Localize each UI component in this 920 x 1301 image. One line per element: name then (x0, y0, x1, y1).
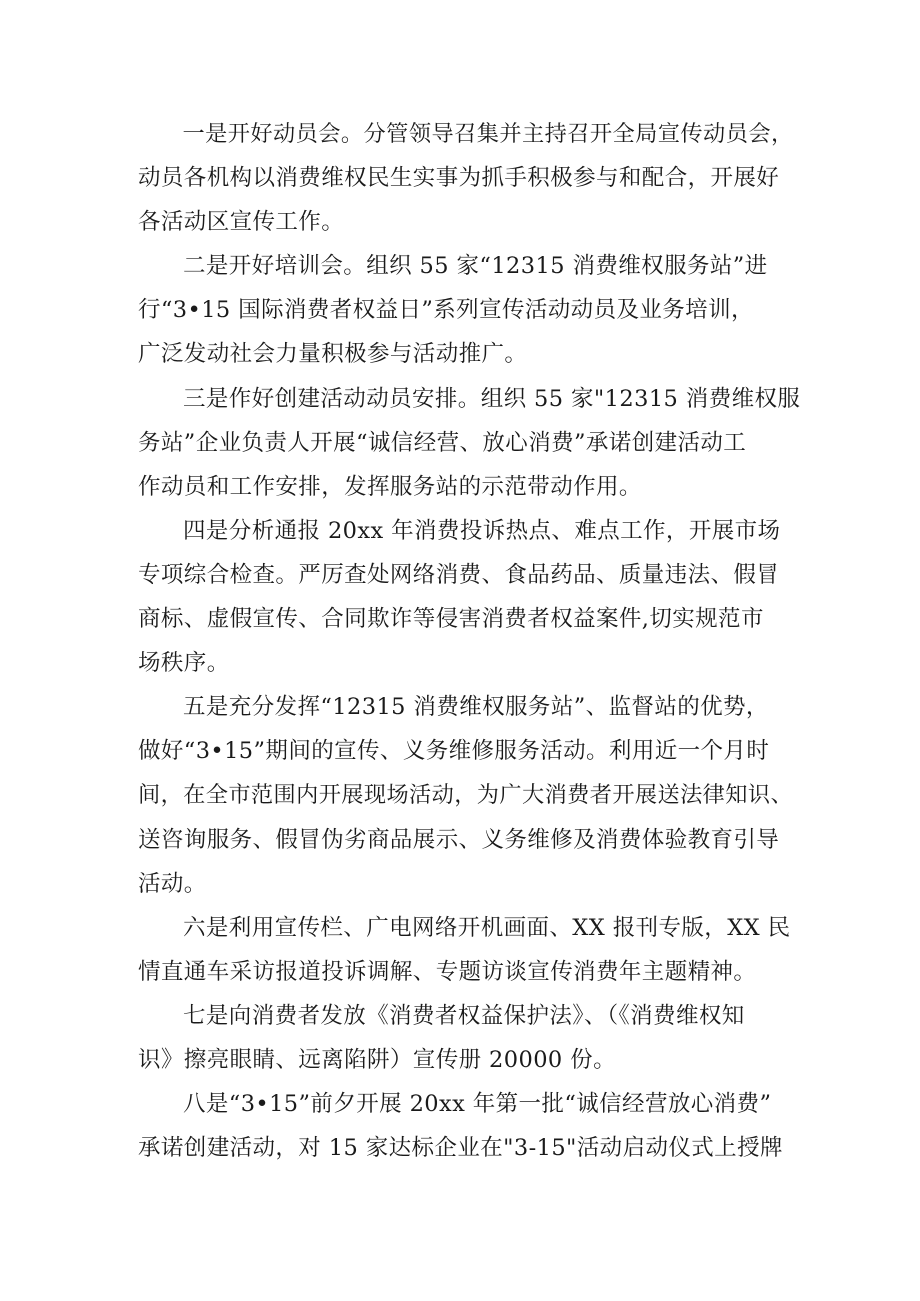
paragraph-2 (138, 244, 800, 376)
paragraph-line: 八是“3•15”前夕开展 20xx 年第一批“诚信经营放心消费” (183, 1091, 772, 1118)
paragraph-line: 识》擦亮眼睛、远离陷阱）宣传册 20000 份。 (138, 1046, 616, 1073)
paragraph-line: 作动员和工作安排，发挥服务站的示范带动作用。 (138, 473, 642, 500)
paragraph-line: 情直通车采访报道投诉调解、专题访谈宣传消费年主题精神。 (138, 958, 757, 985)
paragraph-line: 场秩序。 (138, 650, 230, 677)
paragraph-line: 动员各机构以消费维权民生实事为抓手积极参与和配合，开展好 (138, 165, 780, 192)
paragraph-line: 务站”企业负责人开展“诚信经营、放心消费”承诺创建活动工 (138, 429, 747, 456)
paragraph-3 (138, 377, 800, 509)
paragraph-line: 三是作好创建活动动员安排。组织 55 家"12315 消费维权服 (183, 385, 801, 412)
paragraph-line: 六是利用宣传栏、广电网络开机画面、XX 报刊专版，XX 民 (183, 914, 791, 941)
paragraph-line: 送咨询服务、假冒伪劣商品展示、义务维修及消费体验教育引导 (138, 826, 780, 853)
paragraph-line: 四是分析通报 20xx 年消费投诉热点、难点工作，开展市场 (183, 517, 781, 544)
paragraph-line: 二是开好培训会。组织 55 家“12315 消费维权服务站”进 (183, 253, 768, 280)
paragraph-line: 行“3•15 国际消费者权益日”系列宣传活动动员及业务培训， (138, 297, 754, 324)
paragraph-line: 专项综合检查。严厉查处网络消费、食品药品、质量违法、假冒 (138, 561, 780, 588)
paragraph-7 (138, 994, 800, 1082)
paragraph-line: 五是充分发挥“12315 消费维权服务站”、监督站的优势， (183, 694, 769, 721)
paragraph-line: 一是开好动员会。分管领导召集并主持召开全局宣传动员会， (182, 121, 794, 147)
paragraph-1 (138, 112, 800, 244)
paragraph-line: 做好“3•15”期间的宣传、义务维修服务活动。利用近一个月时 (138, 738, 770, 765)
paragraph-5 (138, 685, 800, 905)
document-body (138, 112, 800, 1170)
paragraph-4 (138, 509, 800, 685)
paragraph-6 (138, 906, 800, 994)
paragraph-line: 承诺创建活动，对 15 家达标企业在"3-15"活动启动仪式上授牌 (138, 1135, 783, 1162)
paragraph-line: 广泛发动社会力量积极参与活动推广。 (138, 341, 528, 368)
paragraph-line: 七是向消费者发放《消费者权益保护法》、（《消费维权知 (183, 1002, 745, 1029)
paragraph-line: 活动。 (138, 870, 207, 897)
paragraph-line: 各活动区宣传工作。 (138, 209, 345, 236)
paragraph-line: 商标、虚假宣传、合同欺诈等侵害消费者权益案件,切实规范市 (138, 606, 764, 633)
paragraph-8 (138, 1082, 800, 1170)
paragraph-line: 间，在全市范围内开展现场活动，为广大消费者开展送法律知识、 (138, 782, 794, 809)
